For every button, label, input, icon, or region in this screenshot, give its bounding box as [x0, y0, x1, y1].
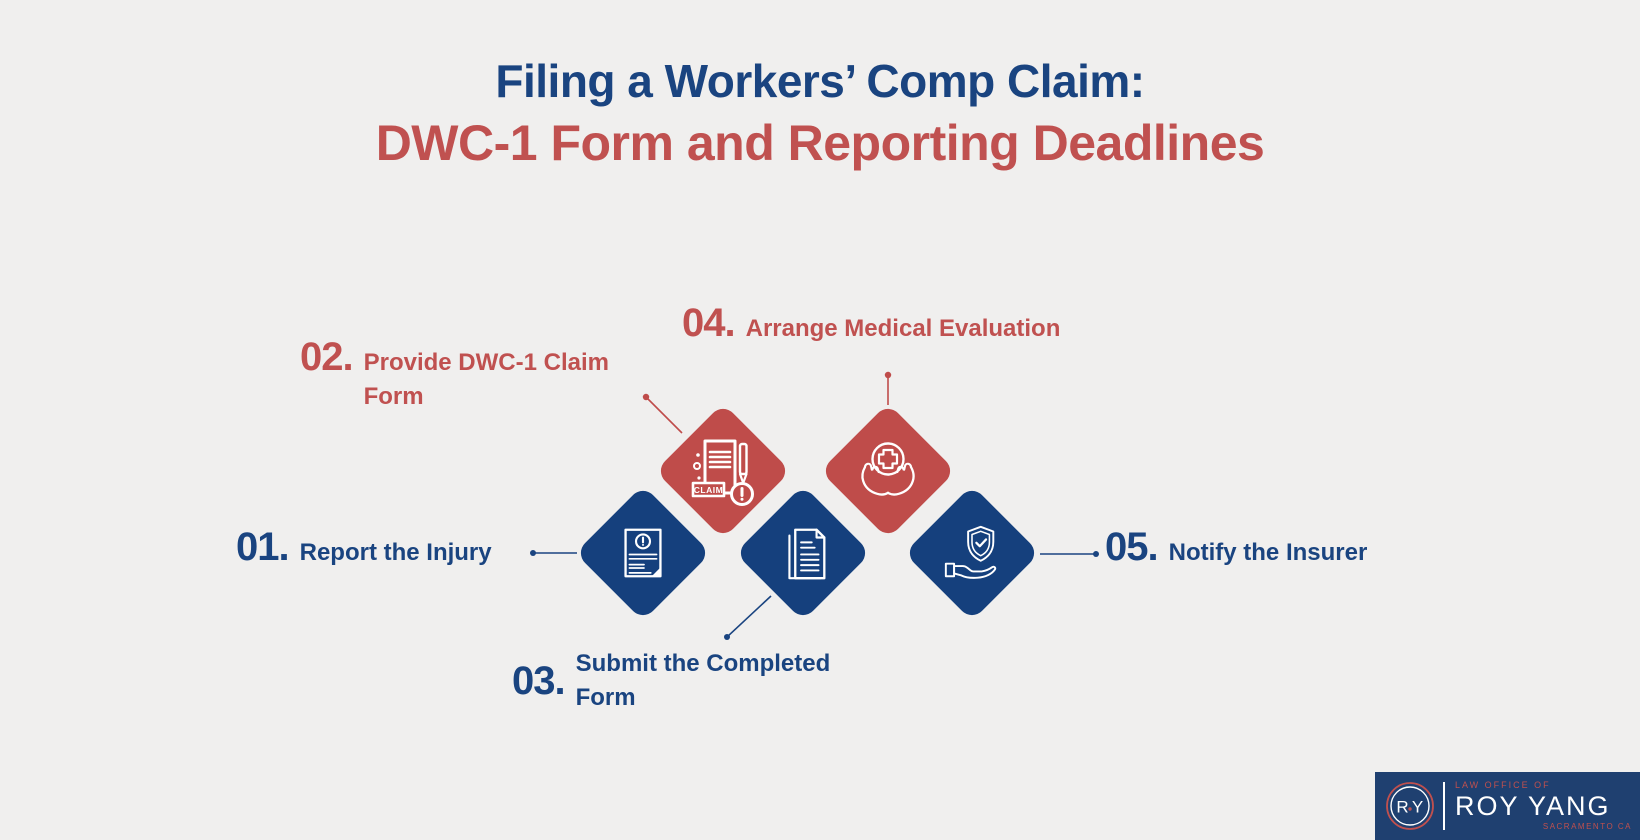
step-04-label: Arrange Medical Evaluation	[745, 315, 1061, 342]
step-01	[236, 527, 492, 570]
monogram-r: R	[1396, 797, 1409, 817]
stacked-documents-icon	[772, 522, 834, 584]
diamond-step-03	[735, 485, 871, 621]
step-05	[1105, 527, 1367, 570]
logo-overline: LAW OFFICE OF	[1455, 780, 1551, 790]
step-02	[300, 337, 644, 413]
step-01-label: Report the Injury	[299, 539, 492, 566]
page-title	[0, 52, 1640, 175]
connector-step-04	[885, 372, 891, 405]
monogram-y: Y	[1411, 797, 1424, 817]
step-03-number: 03.	[512, 658, 565, 703]
logo-location: SACRAMENTO CA	[1542, 822, 1632, 831]
logo-name: ROY YANG	[1455, 791, 1611, 821]
connector-step-03	[724, 596, 771, 640]
hand-shield-check-icon	[941, 522, 1003, 584]
step-01-number: 01.	[236, 525, 289, 569]
claim-badge-label: CLAIM	[693, 485, 724, 495]
law-office-logo	[1375, 772, 1640, 840]
step-02-label: Provide DWC-1 Claim Form	[363, 349, 609, 410]
step-04	[682, 303, 1060, 346]
ry-monogram-icon	[1385, 781, 1435, 831]
logo-divider	[1443, 782, 1445, 830]
injury-report-document-icon	[612, 522, 674, 584]
step-02-number: 02.	[300, 335, 353, 379]
step-03	[512, 647, 876, 714]
connector-step-01	[530, 550, 577, 556]
title-line-1: Filing a Workers’ Comp Claim:	[495, 55, 1145, 107]
step-05-number: 05.	[1105, 525, 1158, 569]
diamond-step-01	[575, 485, 711, 621]
title-line-2: DWC-1 Form and Reporting Deadlines	[375, 114, 1265, 171]
claim-form-pen-icon	[685, 433, 761, 509]
step-05-label: Notify the Insurer	[1168, 539, 1368, 566]
step-04-number: 04.	[682, 301, 735, 345]
connector-step-05	[1040, 551, 1099, 557]
step-03-label: Submit the Completed Form	[575, 650, 831, 711]
diamond-step-05	[904, 485, 1040, 621]
hands-medical-cross-icon	[852, 435, 924, 507]
